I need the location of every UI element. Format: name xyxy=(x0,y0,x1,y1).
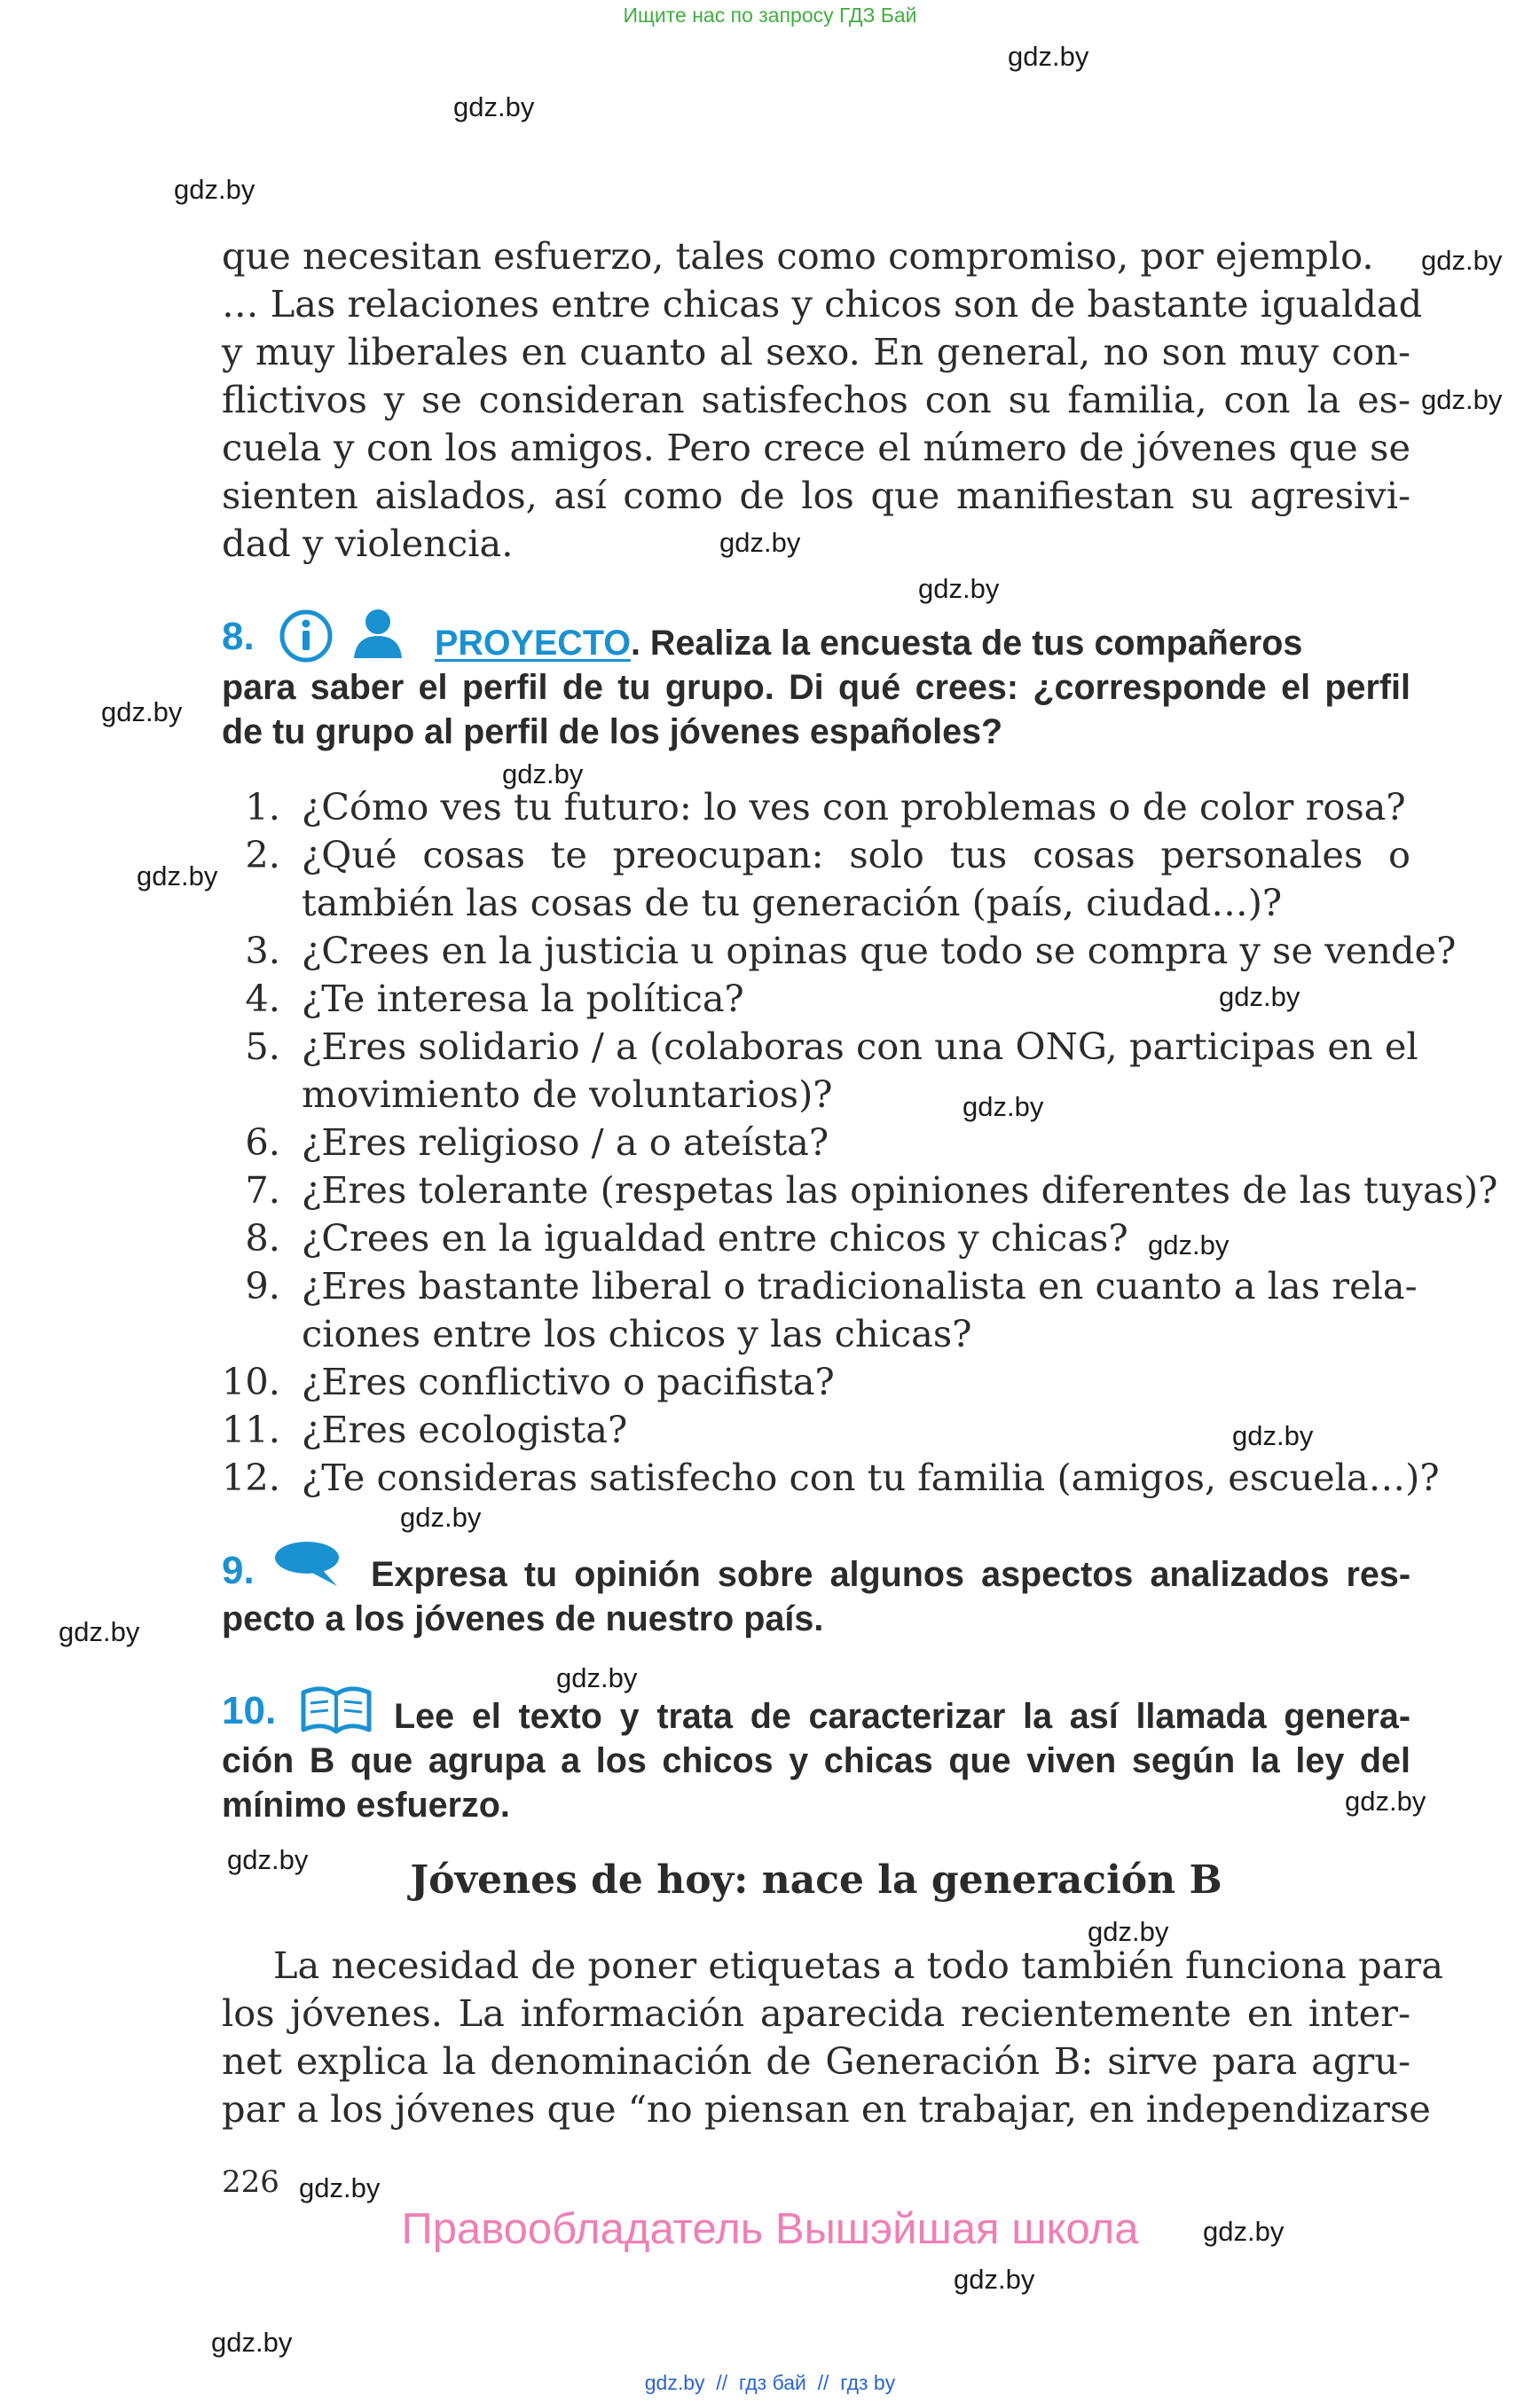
info-icon xyxy=(279,609,334,664)
text-line: … Las relaciones entre chicas y chicos son de bastante igualdad xyxy=(222,282,1423,326)
text-line: cuela y con los amigos. Pero crece el número de jóvenes que se xyxy=(222,426,1410,469)
text-line: net explica la denominación de Generación B: sirve para agru- xyxy=(222,2039,1410,2083)
question-text: ¿Eres bastante liberal o tradicionalista en cuanto a las rela- xyxy=(302,1264,1418,1308)
rights-holder: Правообладатель Вышэйшая школа xyxy=(401,2205,1139,2253)
question-text: ciones entre los chicos y las chicas? xyxy=(302,1312,972,1355)
question-number: 5. xyxy=(245,1025,280,1068)
question-text: ¿Te consideras satisfecho con tu familia (amigos, escuela…)? xyxy=(302,1456,1440,1499)
top-banner: Ищите нас по запросу ГДЗ Бай xyxy=(623,4,917,27)
intro-paragraph xyxy=(222,232,1423,568)
text-line: los jóvenes. La información aparecida recientemente en inter- xyxy=(222,1991,1410,2035)
person-icon xyxy=(350,605,405,660)
exercise-10-instruction-line1: Lee el texto y trata de caracterizar la así llamada genera- xyxy=(394,1697,1410,1736)
watermark: gdz.by xyxy=(1232,1420,1314,1451)
watermark: gdz.by xyxy=(1008,41,1089,72)
question-text: también las cosas de tu generación (país, ciudad…)? xyxy=(302,881,1283,924)
text-line: que necesitan esfuerzo, tales como compromiso, por ejemplo. xyxy=(222,234,1374,278)
text-line: flictivos y se consideran satisfechos con su familia, con la es- xyxy=(222,378,1410,421)
watermark: gdz.by xyxy=(1148,1229,1230,1260)
question-number: 8. xyxy=(245,1216,280,1260)
watermark: gdz.by xyxy=(719,527,801,558)
question-text: ¿Qué cosas te preocupan: solo tus cosas personales o xyxy=(302,833,1410,876)
watermark: gdz.by xyxy=(211,2327,293,2358)
watermark: gdz.by xyxy=(137,860,218,891)
watermark: gdz.by xyxy=(453,91,535,122)
exercise-10-instruction-line3: mínimo esfuerzo. xyxy=(222,1786,510,1825)
text-line: par a los jóvenes que “no piensan en trabajar, en independizarse xyxy=(222,2087,1431,2131)
question-number: 2. xyxy=(245,833,280,876)
exercise-8-instruction-line2: para saber el perfil de tu grupo. Di qué crees: ¿corresponde el perfil xyxy=(222,668,1410,707)
exercise-9-instruction-line2: pecto a los jóvenes de nuestro país. xyxy=(222,1599,824,1638)
question-number: 4. xyxy=(245,977,280,1020)
watermark: gdz.by xyxy=(556,1662,638,1693)
watermark: gdz.by xyxy=(1203,2216,1285,2247)
question-number: 9. xyxy=(245,1264,280,1308)
watermark: gdz.by xyxy=(227,1844,309,1875)
question-text: movimiento de voluntarios)? xyxy=(302,1072,833,1116)
exercise-8-instruction-line3: de tu grupo al perfil de los jóvenes españoles? xyxy=(222,712,1003,751)
question-text: ¿Eres solidario / a (colaboras con una ONG, participas en el xyxy=(302,1025,1418,1068)
text-line: La necesidad de poner etiquetas a todo también funciona para xyxy=(273,1944,1443,1987)
question-text: ¿Cómo ves tu futuro: lo ves con problemas o de color rosa? xyxy=(302,785,1406,828)
question-text: ¿Crees en la justicia u opinas que todo se compra y se vende? xyxy=(302,929,1457,972)
question-text: ¿Eres ecologista? xyxy=(302,1408,628,1451)
text-line: dad y violencia. xyxy=(222,522,514,565)
question-number: 12. xyxy=(222,1456,280,1499)
watermark: gdz.by xyxy=(1421,245,1503,276)
text-line: sienten aislados, así como de los que manifiestan su agresivi- xyxy=(222,474,1410,517)
watermark: gdz.by xyxy=(1088,1916,1169,1947)
watermark: gdz.by xyxy=(1345,1786,1426,1817)
question-text: ¿Eres religioso / a o ateísta? xyxy=(302,1120,829,1164)
exercise-10-instruction-line2: ción B que agrupa a los chicos y chicas que viven según la ley del xyxy=(222,1741,1410,1780)
watermark: gdz.by xyxy=(918,573,1000,604)
watermark: gdz.by xyxy=(299,2172,381,2203)
exercise-9-number: 9. xyxy=(222,1549,255,1592)
article-paragraph xyxy=(222,1942,1443,2133)
article-title: Jóvenes de hoy: nace la generación B xyxy=(410,1857,1222,1903)
question-text: ¿Crees en la igualdad entre chicos y chicas? xyxy=(302,1216,1128,1260)
watermark: gdz.by xyxy=(502,758,584,789)
question-number: 1. xyxy=(245,785,280,828)
question-text: ¿Eres conflictivo o pacifista? xyxy=(302,1360,835,1403)
exercise-10-number: 10. xyxy=(222,1689,277,1732)
watermark: gdz.by xyxy=(101,696,183,727)
question-number: 6. xyxy=(245,1120,280,1164)
page-number: 226 xyxy=(222,2164,279,2200)
watermark: gdz.by xyxy=(1421,384,1503,415)
speech-bubble-icon xyxy=(273,1540,344,1590)
watermark: gdz.by xyxy=(962,1091,1044,1122)
question-text: ¿Te interesa la política? xyxy=(302,977,744,1020)
watermark: gdz.by xyxy=(59,1616,140,1647)
question-number: 3. xyxy=(245,929,280,972)
exercise-9-instruction-line1: Expresa tu opinión sobre algunos aspectos analizados res- xyxy=(371,1555,1410,1594)
question-number: 7. xyxy=(245,1168,280,1212)
exercise-8-instruction-line1: PROYECTO. Realiza la encuesta de tus compañeros xyxy=(435,624,1303,663)
footer-links[interactable]: gdz.by // гдз бай // гдз by xyxy=(644,2371,896,2394)
question-number: 11. xyxy=(222,1408,280,1451)
question-text: ¿Eres tolerante (respetas las opiniones diferentes de las tuyas)? xyxy=(302,1168,1498,1212)
watermark: gdz.by xyxy=(400,1502,482,1533)
exercise-8-number: 8. xyxy=(222,615,255,658)
watermark: gdz.by xyxy=(174,174,255,205)
watermark: gdz.by xyxy=(954,2264,1035,2295)
text-line: y muy liberales en cuanto al sexo. En general, no son muy con- xyxy=(222,330,1410,373)
question-number: 10. xyxy=(222,1360,280,1403)
open-book-icon xyxy=(298,1684,374,1737)
proyecto-label: PROYECTO xyxy=(435,624,631,663)
watermark: gdz.by xyxy=(1219,981,1300,1012)
